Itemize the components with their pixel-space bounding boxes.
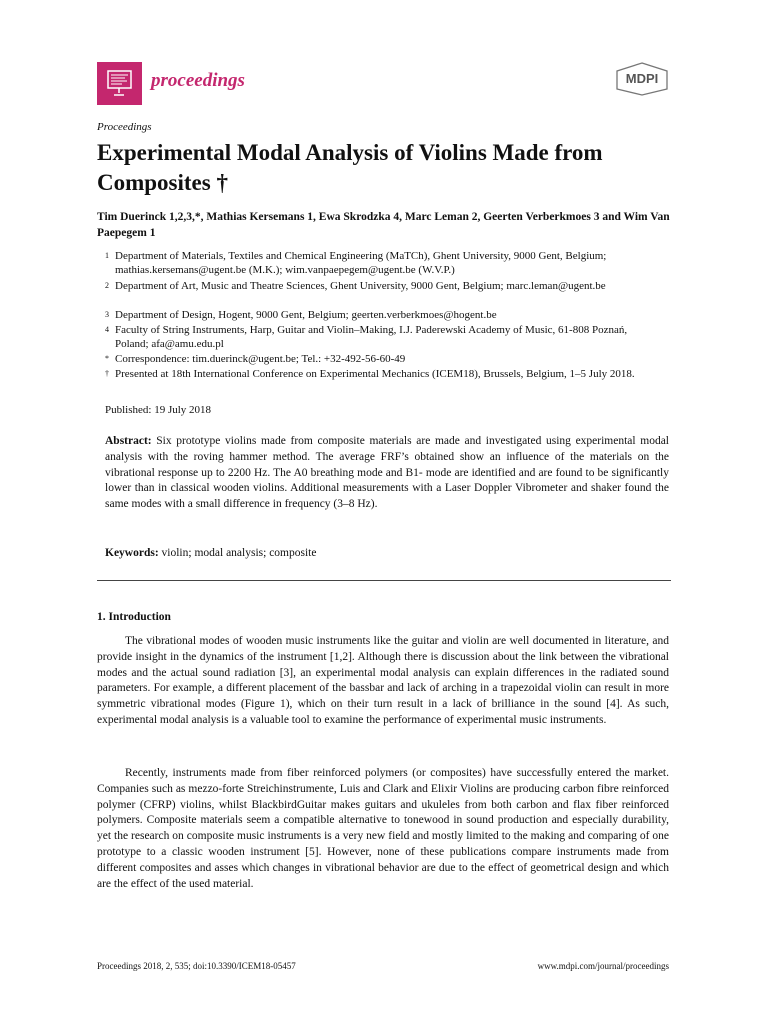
correspondence: * Correspondence: tim.duerinck@ugent.be; Tel.: +32-492-56-60-49 bbox=[105, 353, 406, 365]
footer-url[interactable]: www.mdpi.com/journal/proceedings bbox=[537, 961, 669, 971]
conference-note: † Presented at 18th International Conference on Experimental Mechanics (ICEM18), Brussels, Belgium, 1–5 July 2018. bbox=[105, 368, 635, 380]
author-list: Tim Duerinck 1,2,3,*, Mathias Kersemans 1, Ewa Skrodzka 4, Marc Leman 2, Geerten Verberkmoes 3 and Wim Van Paepegem 1 bbox=[97, 211, 670, 239]
published-date: Published: 19 July 2018 bbox=[105, 404, 212, 416]
paper-title: Experimental Modal Analysis of Violins Made from Composites † bbox=[97, 140, 603, 195]
abstract: Abstract: Six prototype violins made from composite materials are made and investigated using experimental modal analysis with the roving hammer method. The average FRF’s obtained show an influence of the materials on the vibrational response up to 2200 Hz. The A0 breathing mode and B1- mode are identified and are found to be significantly lower than in classical wooden violins. Additional measurements with a Laser Doppler Vibrometer and shaker found the same modes with a small difference in frequency (3–8 Hz). bbox=[105, 435, 669, 511]
affiliation: 2 Department of Art, Music and Theatre Sciences, Ghent University, 9000 Gent, Belgium; marc.leman@ugent.be bbox=[105, 280, 606, 292]
paragraph: Recently, instruments made from fiber reinforced polymers (or composites) have successfully entered the market. Companies such as mezzo-forte Streichinstrumente, Luis and Clark and Elixir Violins are producing carbon fibre reinforced polymer (CFRP) violins, whilst BlackbirdGuitar makes guitars and ukuleles from both carbon and flax fiber reinforced polymers. Composite materials seem a compatible alternative to tonewood in sound production and especially durability, yet the research on composite music instruments is a very new field and mostly limited to the making and comparing of one prototype to a classic wooden instrument [5]. However, none of these publications compare instruments made from different composites and asses which changes in vibrational behavior are due to the effect of geometrical design and which are the effect of the used material. bbox=[97, 767, 669, 890]
publisher-logo bbox=[615, 62, 669, 96]
affiliation: 1 Department of Materials, Textiles and Chemical Engineering (MaTCh), Ghent University, 9000 Gent, Belgium; mathias.kersemans@ugent.be (M.K.); wim.vanpaepegem@ugent.be (W.V.P.) bbox=[105, 250, 607, 277]
journal-name: proceedings bbox=[151, 70, 245, 91]
paragraph: The vibrational modes of wooden music instruments like the guitar and violin are well documented in literature, and provide insight in the dynamics of the instrument [1,2]. Although there is discussion about the link between the vibrational modes and the actual sound radiation [3], an experimental modal analysis can explain differences in the radiated sound parameters. For example, a different placement of the bassbar and lack of arching in a trapezoidal violin can result in more symmetric vibrational modes (Figure 1), which on their turn result in a lack of brilliance in the sound [4]. As such, experimental modal analysis is a valuable tool to examine the performance of experimental music instruments. bbox=[97, 635, 669, 726]
divider bbox=[97, 580, 671, 581]
publisher-name: MDPI bbox=[625, 71, 659, 86]
keywords: Keywords: violin; modal analysis; composite bbox=[105, 547, 317, 559]
footer-citation: Proceedings 2018, 2, 535; doi:10.3390/ICEM18-05457 bbox=[97, 961, 296, 971]
affiliation: 3 Department of Design, Hogent, 9000 Gent, Belgium; geerten.verberkmoes@hogent.be bbox=[105, 309, 497, 321]
affiliation: 4 Faculty of String Instruments, Harp, Guitar and Violin–Making, I.J. Paderewski Academy of Music, 61-808 Poznań, Poland; afa@amu.edu.pl bbox=[105, 324, 628, 351]
journal-logo-icon bbox=[97, 62, 142, 105]
section-label: Proceedings bbox=[97, 121, 152, 133]
section-heading: 1. Introduction bbox=[97, 611, 171, 623]
